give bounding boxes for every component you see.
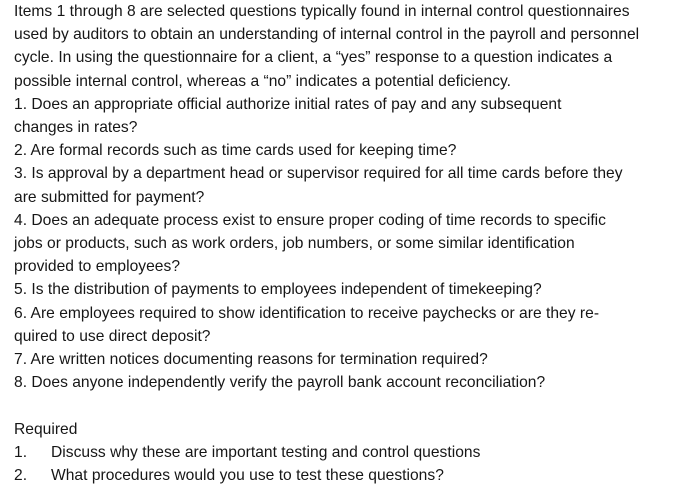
question-line: 4. Does an adequate process exist to ensure proper coding of time records to specific: [14, 211, 606, 229]
question-line: 1. Does an appropriate official authorize initial rates of pay and any subsequent: [14, 95, 562, 113]
question-line: are submitted for payment?: [14, 188, 205, 206]
question-item-8: [14, 371, 698, 394]
intro-line: possible internal control, whereas a “no” indicates a potential deficiency.: [14, 72, 512, 90]
intro-line: used by auditors to obtain an understanding of internal control in the payroll and personnel: [14, 26, 640, 44]
required-item-2: [14, 464, 698, 487]
required-item-text: What procedures would you use to test these questions?: [51, 467, 444, 485]
required-item-text: Discuss why these are important testing and control questions: [51, 443, 481, 461]
question-item-2: [14, 139, 698, 162]
required-item-number: 2.: [14, 467, 28, 485]
question-item-6: [14, 302, 698, 348]
question-line: quired to use direct deposit?: [14, 327, 211, 345]
question-line: 7. Are written notices documenting reasons for termination required?: [14, 351, 488, 369]
document-body: [14, 0, 698, 487]
question-line: changes in rates?: [14, 119, 138, 137]
intro-line: Items 1 through 8 are selected questions typically found in internal control questionnaires: [14, 3, 630, 20]
question-line: jobs or products, such as work orders, job numbers, or some similar identification: [14, 235, 575, 253]
question-item-3: [14, 162, 698, 208]
required-section: [14, 418, 698, 488]
question-line: 3. Is approval by a department head or supervisor required for all time cards before they: [14, 165, 623, 183]
required-heading: Required: [14, 420, 78, 438]
required-item-number: 1.: [14, 443, 28, 461]
question-item-7: [14, 348, 698, 371]
question-line: 8. Does anyone independently verify the payroll bank account reconciliation?: [14, 374, 546, 392]
question-line: 6. Are employees required to show identification to receive paychecks or are they re-: [14, 304, 600, 322]
question-item-5: [14, 278, 698, 301]
question-line: provided to employees?: [14, 258, 181, 276]
section-spacer: [14, 394, 698, 417]
intro-paragraph: [14, 0, 698, 93]
required-item-1: [14, 441, 698, 464]
question-list: [14, 93, 698, 395]
question-line: 5. Is the distribution of payments to employees independent of timekeeping?: [14, 281, 542, 299]
question-item-1: [14, 93, 698, 139]
question-line: 2. Are formal records such as time cards used for keeping time?: [14, 142, 457, 160]
question-item-4: [14, 209, 698, 279]
intro-line: cycle. In using the questionnaire for a client, a “yes” response to a question indicates a: [14, 49, 613, 67]
